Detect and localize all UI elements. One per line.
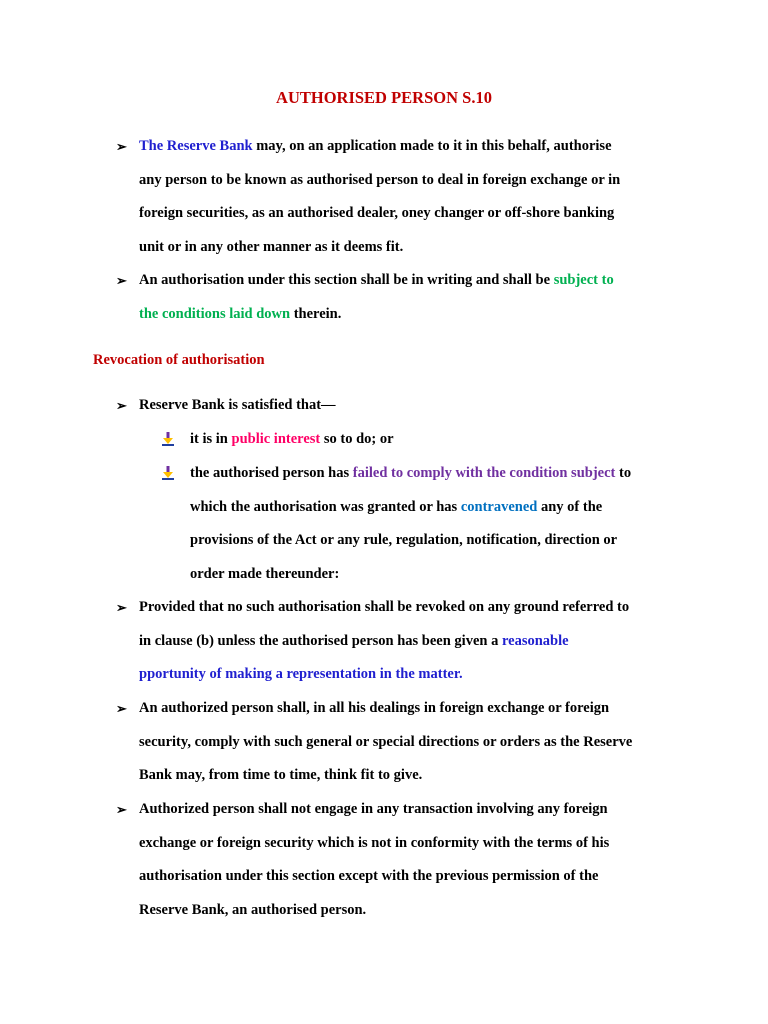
bullet-item: [116, 264, 636, 331]
arrow-bullet-icon: ➢: [116, 802, 127, 817]
arrow-bullet-icon: ➢: [116, 139, 127, 154]
text-run: it is in: [190, 431, 232, 447]
text-run: may, on an application made to it in this behalf, authorise any person to be known as authorised person to deal in foreign exchange or in foreign securities, as an authorised dealer, oney changer or off-shore banking unit or in any other manner as it deems fit.: [139, 138, 621, 255]
sub-bullet-item: [162, 457, 652, 591]
section-heading: Revocation of authorisation: [93, 352, 265, 368]
bullet-item: [116, 793, 636, 927]
arrow-bullet-icon: ➢: [116, 701, 127, 716]
text-run: so to do; or: [320, 431, 394, 447]
bullet-text: [139, 264, 636, 331]
arrow-bullet-icon: ➢: [116, 273, 127, 288]
bullet-text: [139, 793, 636, 927]
text-run: any of the provisions of the Act or any rule, regulation, notification, direction or order made thereunder:: [190, 498, 617, 582]
text-run: An authorized person shall, in all his dealings in foreign exchange or foreign security, comply with such general or special directions or orders as the Reserve Bank may, from time to time, think fit to give.: [139, 700, 633, 784]
sub-bullet-text: [190, 457, 652, 591]
highlighted-text: failed to comply with the condition subject: [352, 465, 616, 481]
text-run: Provided that no such authorisation shall be revoked on any ground referred to in clause (b) unless the authorised person has been given a: [139, 599, 630, 649]
text-run: Authorized person shall not engage in any transaction involving any foreign exchange or foreign security which is not in conformity with the terms of his authorisation under this section except with the previous permission of the Reserve Bank, an authorised person.: [139, 801, 610, 918]
highlighted-text: contravened: [460, 498, 538, 515]
bullet-text: [139, 591, 636, 692]
text-run: An authorisation under this section shall be in writing and shall be: [139, 272, 554, 288]
highlighted-text: reasonable pportunity of making a representation in the matter.: [139, 632, 569, 683]
sub-bullet-text: [190, 423, 652, 457]
text-run: the authorised person has: [190, 465, 353, 481]
highlighted-text: subject to the conditions laid down: [139, 272, 614, 322]
down-arrow-bullet-icon: [162, 466, 174, 480]
highlighted-text: The Reserve Bank: [139, 138, 253, 154]
page-title: AUTHORISED PERSON S.10: [276, 88, 492, 107]
bullet-text: Reserve Bank is satisfied that—: [139, 397, 336, 413]
sub-bullet-item: [162, 423, 652, 457]
text-run: to which the authorisation was granted or has: [190, 465, 632, 515]
text-run: therein.: [290, 305, 342, 322]
bullet-text: [139, 692, 636, 793]
down-arrow-bullet-icon: [162, 432, 174, 446]
bullet-item: [116, 591, 636, 692]
arrow-bullet-icon: ➢: [116, 398, 127, 413]
bullet-item: [116, 389, 636, 423]
bullet-item: [116, 130, 636, 264]
bullet-text: [139, 130, 636, 264]
bullet-item: [116, 692, 636, 793]
arrow-bullet-icon: ➢: [116, 600, 127, 615]
highlighted-text: public interest: [231, 431, 321, 447]
